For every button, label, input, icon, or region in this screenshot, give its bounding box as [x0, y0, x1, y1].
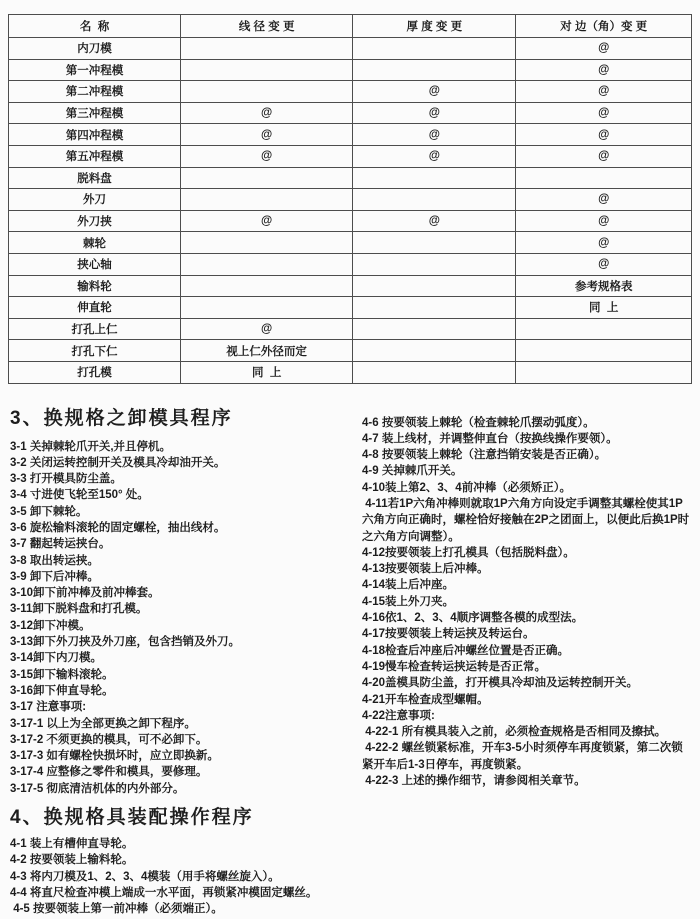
table-row [9, 102, 692, 124]
table-cell: 打孔下仁 [9, 340, 181, 362]
table-cell [516, 167, 692, 189]
table-row [9, 59, 692, 81]
list-item: 3-13卸下外刀挟及外刀座，包含挡销及外刀。 [10, 636, 241, 649]
table-cell: @ [353, 145, 516, 167]
list-item: 4-9 关掉棘爪开关。 [362, 465, 463, 478]
table-row [9, 232, 692, 254]
table-row [9, 361, 692, 383]
list-item: 4-1 装上有槽伸直导轮。 [10, 838, 134, 851]
table-cell [353, 340, 516, 362]
table-row [9, 297, 692, 319]
list-item: 4-17按要领装上转运挟及转运台。 [362, 628, 535, 641]
table-row [9, 210, 692, 232]
table-cell: @ [516, 189, 692, 211]
table-cell: 参考规格表 [516, 275, 692, 297]
table-row [9, 124, 692, 146]
list-item: 3-17-5 彻底清洁机体的内外部分。 [10, 782, 185, 795]
list-item: 4-11若1P六角冲棒则就取1P六角方向设定手调整其螺栓使其1P六角方向正确时，螺栓恰好接触在2P之团面上，以便此后换1P时之六角方向调整）。 [362, 497, 690, 543]
list-item: 4-16依1、2、3、4顺序调整各模的成型法。 [362, 612, 584, 625]
list-item: 3-17-4 应整修之零件和模具，要修理。 [10, 766, 208, 779]
table-row [9, 167, 692, 189]
table-cell [353, 232, 516, 254]
list-item: 3-17 注意事项: [10, 701, 87, 714]
table-cell: @ [353, 124, 516, 146]
table-cell [181, 59, 353, 81]
list-item: 3-4 寸进使飞轮至150° 处。 [10, 489, 149, 502]
table-row [9, 275, 692, 297]
table-cell [516, 318, 692, 340]
list-item: 3-15卸下输料滚轮。 [10, 668, 114, 681]
table-cell: 脱料盘 [9, 167, 181, 189]
list-item: 3-3 打开模具防尘盖。 [10, 473, 122, 486]
list-item: 4-5 按要领装上第一前冲棒（必须端正）。 [10, 903, 223, 916]
table-cell: @ [181, 145, 353, 167]
table-cell [353, 361, 516, 383]
table-cell [353, 275, 516, 297]
list-item: 3-1 关掉棘轮爪开关,并且停机。 [10, 440, 172, 453]
table-cell [353, 297, 516, 319]
procedure-content [8, 408, 692, 918]
list-item: 3-5 卸下棘轮。 [10, 505, 88, 518]
table-cell: 外刀挟 [9, 210, 181, 232]
table-cell: @ [516, 59, 692, 81]
list-item: 3-11卸下脱料盘和打孔模。 [10, 603, 148, 616]
table-cell: 内刀模 [9, 38, 181, 60]
table-cell [516, 340, 692, 362]
table-cell: 第五冲程模 [9, 145, 181, 167]
list-item: 4-19慢车检查转运挟运转是否正常。 [362, 660, 547, 673]
table-cell: 输料轮 [9, 275, 181, 297]
list-item: 4-2 按要领装上输料轮。 [10, 854, 134, 867]
list-item: 3-17-2 不须更换的模具，可不必卸下。 [10, 733, 208, 746]
table-cell: @ [353, 81, 516, 103]
table-cell: 第四冲程模 [9, 124, 181, 146]
list-item: 4-10装上第2、3、4前冲棒（必须矫正）。 [362, 481, 571, 494]
column-header-wire-diameter-change: 线 径 变 更 [181, 15, 353, 38]
list-item: 4-3 将内刀模及1、2、3、4模装（用手将螺丝旋入）。 [10, 870, 280, 883]
section4-title: 4、换规格具装配操作程序 [10, 807, 254, 829]
table-cell: 第一冲程模 [9, 59, 181, 81]
table-row [9, 253, 692, 275]
list-item: 4-22注意事项: [362, 709, 435, 722]
table-cell [181, 38, 353, 60]
list-item: 4-20盖模具防尘盖，打开模具冷却油及运转控制开关。 [362, 677, 639, 690]
spec-table-body [9, 38, 692, 384]
table-cell [181, 253, 353, 275]
list-item: 3-16卸下伸直导轮。 [10, 684, 114, 697]
section4-left-list [10, 836, 362, 917]
list-item: 3-12卸下冲模。 [10, 619, 91, 632]
table-cell [353, 59, 516, 81]
table-cell: @ [516, 81, 692, 103]
table-cell [181, 232, 353, 254]
table-cell: @ [516, 232, 692, 254]
table-cell: 棘轮 [9, 232, 181, 254]
table-row [9, 340, 692, 362]
table-cell: @ [353, 210, 516, 232]
list-item: 4-18检查后冲座后冲螺丝位置是否正确。 [362, 644, 570, 657]
list-item: 4-21开车检查成型螺帽。 [362, 693, 489, 706]
list-item: 4-12按要领装上打孔模具（包括脱料盘）。 [362, 546, 575, 559]
list-item: 3-8 取出转运挟。 [10, 554, 99, 567]
table-cell [353, 318, 516, 340]
list-item: 3-6 旋松输料滚轮的固定螺栓，抽出线材。 [10, 521, 226, 534]
list-item: 3-17-1 以上为全部更换之卸下程序。 [10, 717, 196, 730]
table-header-row [9, 15, 692, 38]
table-cell: @ [181, 102, 353, 124]
list-item: 3-2 关闭运转控制开关及模具冷却油开关。 [10, 456, 226, 469]
table-cell: 挟心轴 [9, 253, 181, 275]
spec-change-table [8, 14, 692, 384]
table-cell: 外刀 [9, 189, 181, 211]
table-cell [181, 297, 353, 319]
list-item: 4-13按要领装上后冲棒。 [362, 563, 489, 576]
table-cell [181, 275, 353, 297]
table-cell: @ [516, 38, 692, 60]
list-item: 4-4 将直尺检查冲模上端成一水平面，再锁紧冲模固定螺丝。 [10, 886, 318, 899]
table-cell: 第二冲程模 [9, 81, 181, 103]
list-item: 4-15装上外刀夹。 [362, 595, 455, 608]
list-item: 3-10卸下前冲棒及前冲棒套。 [10, 587, 160, 600]
table-cell: 同 上 [516, 297, 692, 319]
table-cell: @ [516, 253, 692, 275]
section4-right-list [362, 415, 692, 790]
table-cell: 伸直轮 [9, 297, 181, 319]
table-cell [181, 81, 353, 103]
list-item: 4-8 按要领装上棘轮（注意挡销安装是否正确）。 [362, 449, 607, 462]
section3-title: 3、换规格之卸模具程序 [10, 407, 233, 429]
table-cell: @ [516, 124, 692, 146]
table-cell [353, 189, 516, 211]
table-cell: @ [353, 102, 516, 124]
list-item: 4-6 按要领装上棘轮（检查棘轮爪摆动弧度）。 [362, 416, 595, 429]
table-cell [516, 361, 692, 383]
list-item: 3-17-3 如有螺栓快损坏时，应立即换新。 [10, 750, 219, 763]
table-cell: @ [181, 124, 353, 146]
table-cell: @ [516, 102, 692, 124]
column-header-name: 名 称 [9, 15, 181, 38]
column-header-thickness-change: 厚 度 变 更 [353, 15, 516, 38]
section3-list [10, 439, 362, 798]
table-cell: 同 上 [181, 361, 353, 383]
list-item: 4-22-3 上述的操作细节，请参阅相关章节。 [362, 775, 586, 788]
table-cell: 打孔模 [9, 361, 181, 383]
list-item: 4-22-2 螺丝锁紧标准，开车3-5小时须停车再度锁紧，第二次锁紧开车后1-3日停车，再度锁紧。 [362, 742, 683, 771]
list-item: 3-14卸下内刀模。 [10, 652, 103, 665]
table-cell [181, 167, 353, 189]
table-cell: 打孔上仁 [9, 318, 181, 340]
table-cell [181, 189, 353, 211]
list-item: 4-14装上后冲座。 [362, 579, 455, 592]
list-item: 3-7 翻起转运挟台。 [10, 538, 111, 551]
column-header-side-angle-change: 对 边（角）变 更 [516, 15, 692, 38]
table-row [9, 145, 692, 167]
table-cell [353, 167, 516, 189]
table-cell: @ [516, 210, 692, 232]
table-cell: @ [181, 318, 353, 340]
table-cell [353, 38, 516, 60]
table-cell: 第三冲程模 [9, 102, 181, 124]
list-item: 3-9 卸下后冲棒。 [10, 570, 99, 583]
right-column [362, 408, 692, 918]
table-row [9, 81, 692, 103]
left-column [10, 408, 362, 918]
list-item: 4-7 装上线材，并调整伸直台（按换线操作要领）。 [362, 432, 618, 445]
table-cell: 视上仁外径而定 [181, 340, 353, 362]
table-cell [353, 253, 516, 275]
table-cell: @ [516, 145, 692, 167]
table-row [9, 318, 692, 340]
table-row [9, 189, 692, 211]
list-item: 4-22-1 所有模具装入之前，必须检查规格是否相同及擦拭。 [362, 726, 667, 739]
table-row [9, 38, 692, 60]
table-cell: @ [181, 210, 353, 232]
